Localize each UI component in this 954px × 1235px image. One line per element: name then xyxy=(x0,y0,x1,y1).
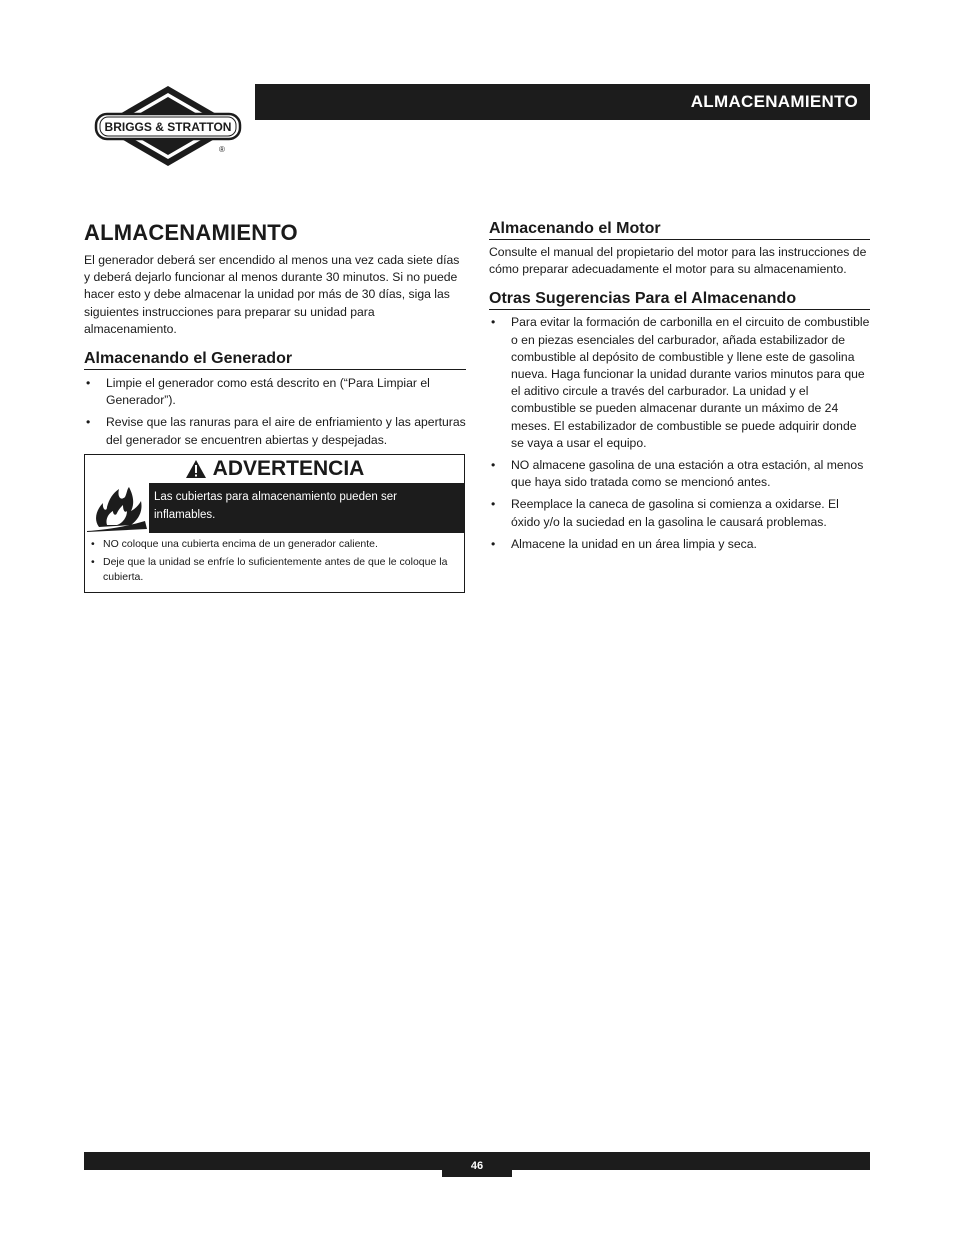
bullet-dot: • xyxy=(86,415,91,430)
warning-box xyxy=(84,454,465,593)
fire-hazard-icon xyxy=(85,483,153,533)
bullet-dot: • xyxy=(491,536,496,551)
list-item-text: NO coloque una cubierta encima de un generador caliente. xyxy=(103,537,378,550)
list-item-text: Revise que las ranuras para el aire de enfriamiento y las aperturas del generador se encuentren abiertas y despejadas. xyxy=(106,415,466,447)
list-item xyxy=(489,496,870,530)
list-item-text: Deje que la unidad se enfríe lo suficientemente antes de que le coloque la cubierta. xyxy=(103,555,448,583)
bullet-dot: • xyxy=(491,458,496,473)
list-item-text: Reemplace la caneca de gasolina si comienza a oxidarse. El óxido y/o la suciedad en la gasolina le causará problemas. xyxy=(511,497,839,529)
tips-heading: Otras Sugerencias Para el Almacenando xyxy=(489,290,870,310)
warning-message-band xyxy=(85,483,464,533)
briggs-stratton-logo xyxy=(94,84,242,168)
list-item xyxy=(89,555,458,585)
motor-heading: Almacenando el Motor xyxy=(489,220,870,240)
list-item-text: Almacene la unidad en un área limpia y seca. xyxy=(511,536,757,551)
warning-title-row xyxy=(85,455,464,483)
warning-title: ADVERTENCIA xyxy=(212,456,365,480)
list-item xyxy=(84,414,466,448)
list-item xyxy=(489,314,870,452)
list-item xyxy=(84,375,466,409)
right-column xyxy=(489,220,870,558)
registered-mark: ® xyxy=(219,145,225,154)
generator-heading: Almacenando el Generador xyxy=(84,350,466,370)
section-title: ALMACENAMIENTO xyxy=(690,92,858,111)
list-item-text: Limpie el generador como está descrito en (“Para Limpiar el Generador”). xyxy=(106,376,430,408)
intro-paragraph: El generador deberá ser encendido al menos una vez cada siete días y deberá dejarlo funcionar al menos durante 30 minutos. Si no puede hacer esto y debe almacenar la unidad por más de 30 días, siga las siguientes instrucciones para preparar su unidad para almacenamiento. xyxy=(84,253,460,336)
bullet-dot: • xyxy=(91,537,95,550)
warning-list xyxy=(85,533,464,592)
page-number: 46 xyxy=(442,1152,512,1177)
bullet-dot: • xyxy=(91,555,95,568)
logo-text: BRIGGS & STRATTON xyxy=(104,120,232,134)
list-item xyxy=(489,536,870,553)
warning-triangle-icon xyxy=(185,459,207,479)
warning-message: Las cubiertas para almacenamiento pueden ser inflamables. xyxy=(154,490,397,521)
generator-list xyxy=(84,375,466,449)
tips-list xyxy=(489,314,870,553)
list-item-text: NO almacene gasolina de una estación a otra estación, al menos que haya sido tratada como se mencionó antes. xyxy=(511,458,864,490)
motor-paragraph: Consulte el manual del propietario del motor para las instrucciones de cómo preparar adecuadamente el motor para su almacenamiento. xyxy=(489,245,867,277)
list-item xyxy=(89,537,458,552)
list-item-text: Para evitar la formación de carbonilla en el circuito de combustible o en piezas esenciales del carburador, añada estabilizador de combustible al depósito de combustible y llene este de gasolina nueva. Haga funcionar la unidad durante varios minutos para que el aditivo circule a través del carburador. La unidad y el combustible se pueden almacenar durante un máximo de 24 meses. El estabilizador de combustible se puede adquirir donde se vaya a usar el equipo. xyxy=(511,315,870,450)
header-bar xyxy=(255,84,870,120)
list-item xyxy=(489,457,870,491)
left-column xyxy=(84,220,466,593)
bullet-dot: • xyxy=(491,497,496,512)
bullet-dot: • xyxy=(86,376,91,391)
bullet-dot: • xyxy=(491,315,496,330)
page-title: ALMACENAMIENTO xyxy=(84,220,298,245)
